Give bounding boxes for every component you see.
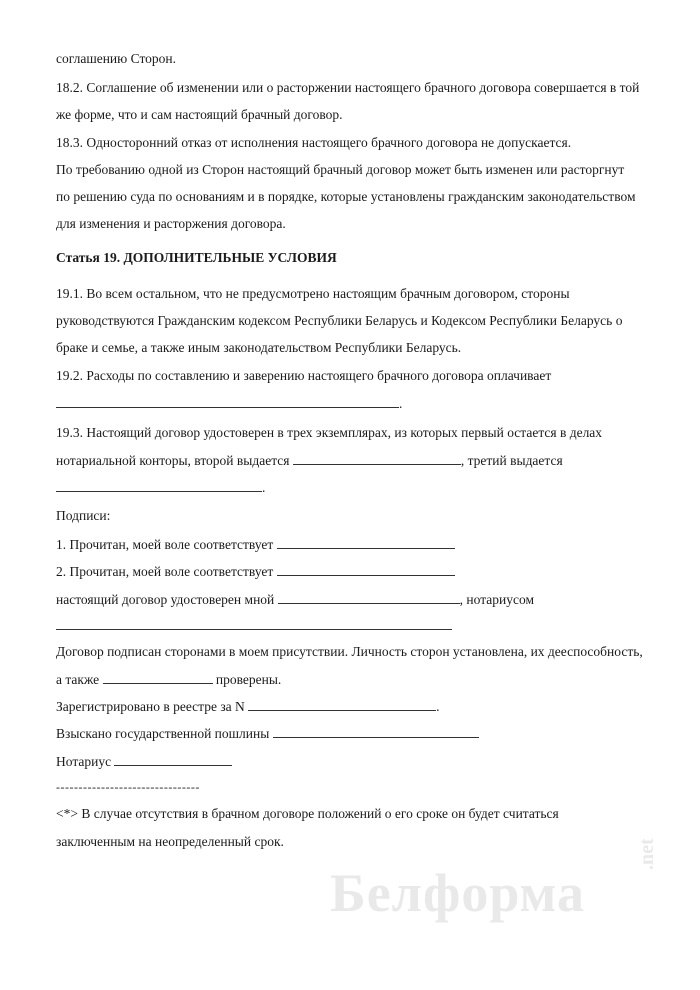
second-copy-blank[interactable]	[293, 451, 461, 465]
third-copy-blank[interactable]	[56, 478, 262, 492]
text-fragment: , третий выдается	[460, 453, 563, 468]
paragraph-line-1: По требованию одной из Сторон настоящий брачный договор может быть изменен или расторгнут	[56, 162, 625, 177]
third-copy-line	[56, 478, 265, 497]
text-fragment: настоящий договор удостоверен мной	[56, 592, 275, 607]
payer-blank[interactable]	[56, 394, 399, 408]
clause-19-3-line-2	[56, 451, 563, 470]
clause-19-1-line-3: браке и семье, а также иным законодательством Республики Беларусь.	[56, 340, 462, 355]
period: .	[436, 699, 440, 714]
text-fragment: а также	[56, 672, 100, 687]
text-fragment: Взыскано государственной пошлины	[56, 726, 270, 741]
registry-blank[interactable]	[248, 697, 436, 711]
state-duty-line	[56, 724, 479, 743]
footnote-line-1: <*> В случае отсутствия в брачном договоре положений о его сроке он будет считаться	[56, 806, 559, 821]
presence-line-1: Договор подписан сторонами в моем присутствии. Личность сторон установлена, их дееспособность,	[56, 644, 643, 659]
signature-2-line	[56, 562, 455, 581]
notary-name-blank[interactable]	[56, 616, 452, 630]
payer-line	[56, 394, 402, 413]
signatures-label: Подписи:	[56, 508, 111, 523]
text-fragment: 1. Прочитан, моей воле соответствует	[56, 537, 274, 552]
paragraph-text: соглашению Сторон.	[56, 51, 177, 66]
clause-18-3: 18.3. Односторонний отказ от исполнения настоящего брачного договора не допускается.	[56, 135, 572, 150]
signature-1-line	[56, 535, 455, 554]
paragraph-line-2: по решению суда по основаниям и в порядке, которые установлены гражданским законодательством	[56, 189, 636, 204]
presence-line-2	[56, 670, 281, 689]
clause-19-2: 19.2. Расходы по составлению и заверению настоящего брачного договора оплачивает	[56, 368, 552, 383]
text-fragment: проверены.	[215, 672, 282, 687]
state-duty-blank[interactable]	[273, 724, 479, 738]
brand-watermark: Белформа	[330, 863, 585, 923]
presence-blank[interactable]	[103, 670, 213, 684]
clause-18-2-line-2: же форме, что и сам настоящий брачный договор.	[56, 107, 343, 122]
footnote-line-2: заключенным на неопределенный срок.	[56, 834, 284, 849]
clause-19-1-line-1: 19.1. Во всем остальном, что не предусмотрено настоящим брачным договором, стороны	[56, 286, 570, 301]
clause-18-2-line-1: 18.2. Соглашение об изменении или о расторжении настоящего брачного договора совершается в той	[56, 80, 640, 95]
footnote-separator: --------------------------------	[56, 780, 200, 794]
notary-signature-line	[56, 752, 232, 771]
registry-line	[56, 697, 440, 716]
signature-1-blank[interactable]	[277, 535, 455, 549]
paragraph-line-3: для изменения и расторжения договора.	[56, 216, 286, 231]
clause-19-1-line-2: руководствуются Гражданским кодексом Республики Беларусь и Кодексом Республики Беларусь о	[56, 313, 623, 328]
text-fragment: нотариальной конторы, второй выдается	[56, 453, 290, 468]
certification-blank[interactable]	[278, 590, 460, 604]
period: .	[262, 480, 266, 495]
brand-watermark-suffix: .net	[636, 838, 658, 870]
text-fragment: , нотариусом	[459, 592, 535, 607]
clause-19-3-line-1: 19.3. Настоящий договор удостоверен в трех экземплярах, из которых первый остается в делах	[56, 425, 603, 440]
notary-name-line	[56, 616, 452, 635]
certification-line	[56, 590, 534, 609]
text-fragment: Зарегистрировано в реестре за N	[56, 699, 245, 714]
signature-2-blank[interactable]	[277, 562, 455, 576]
text-fragment: Нотариус	[56, 754, 112, 769]
text-fragment: 2. Прочитан, моей воле соответствует	[56, 564, 274, 579]
period: .	[399, 396, 403, 411]
notary-signature-blank[interactable]	[114, 752, 232, 766]
article-19-heading: Статья 19. ДОПОЛНИТЕЛЬНЫЕ УСЛОВИЯ	[56, 250, 337, 265]
